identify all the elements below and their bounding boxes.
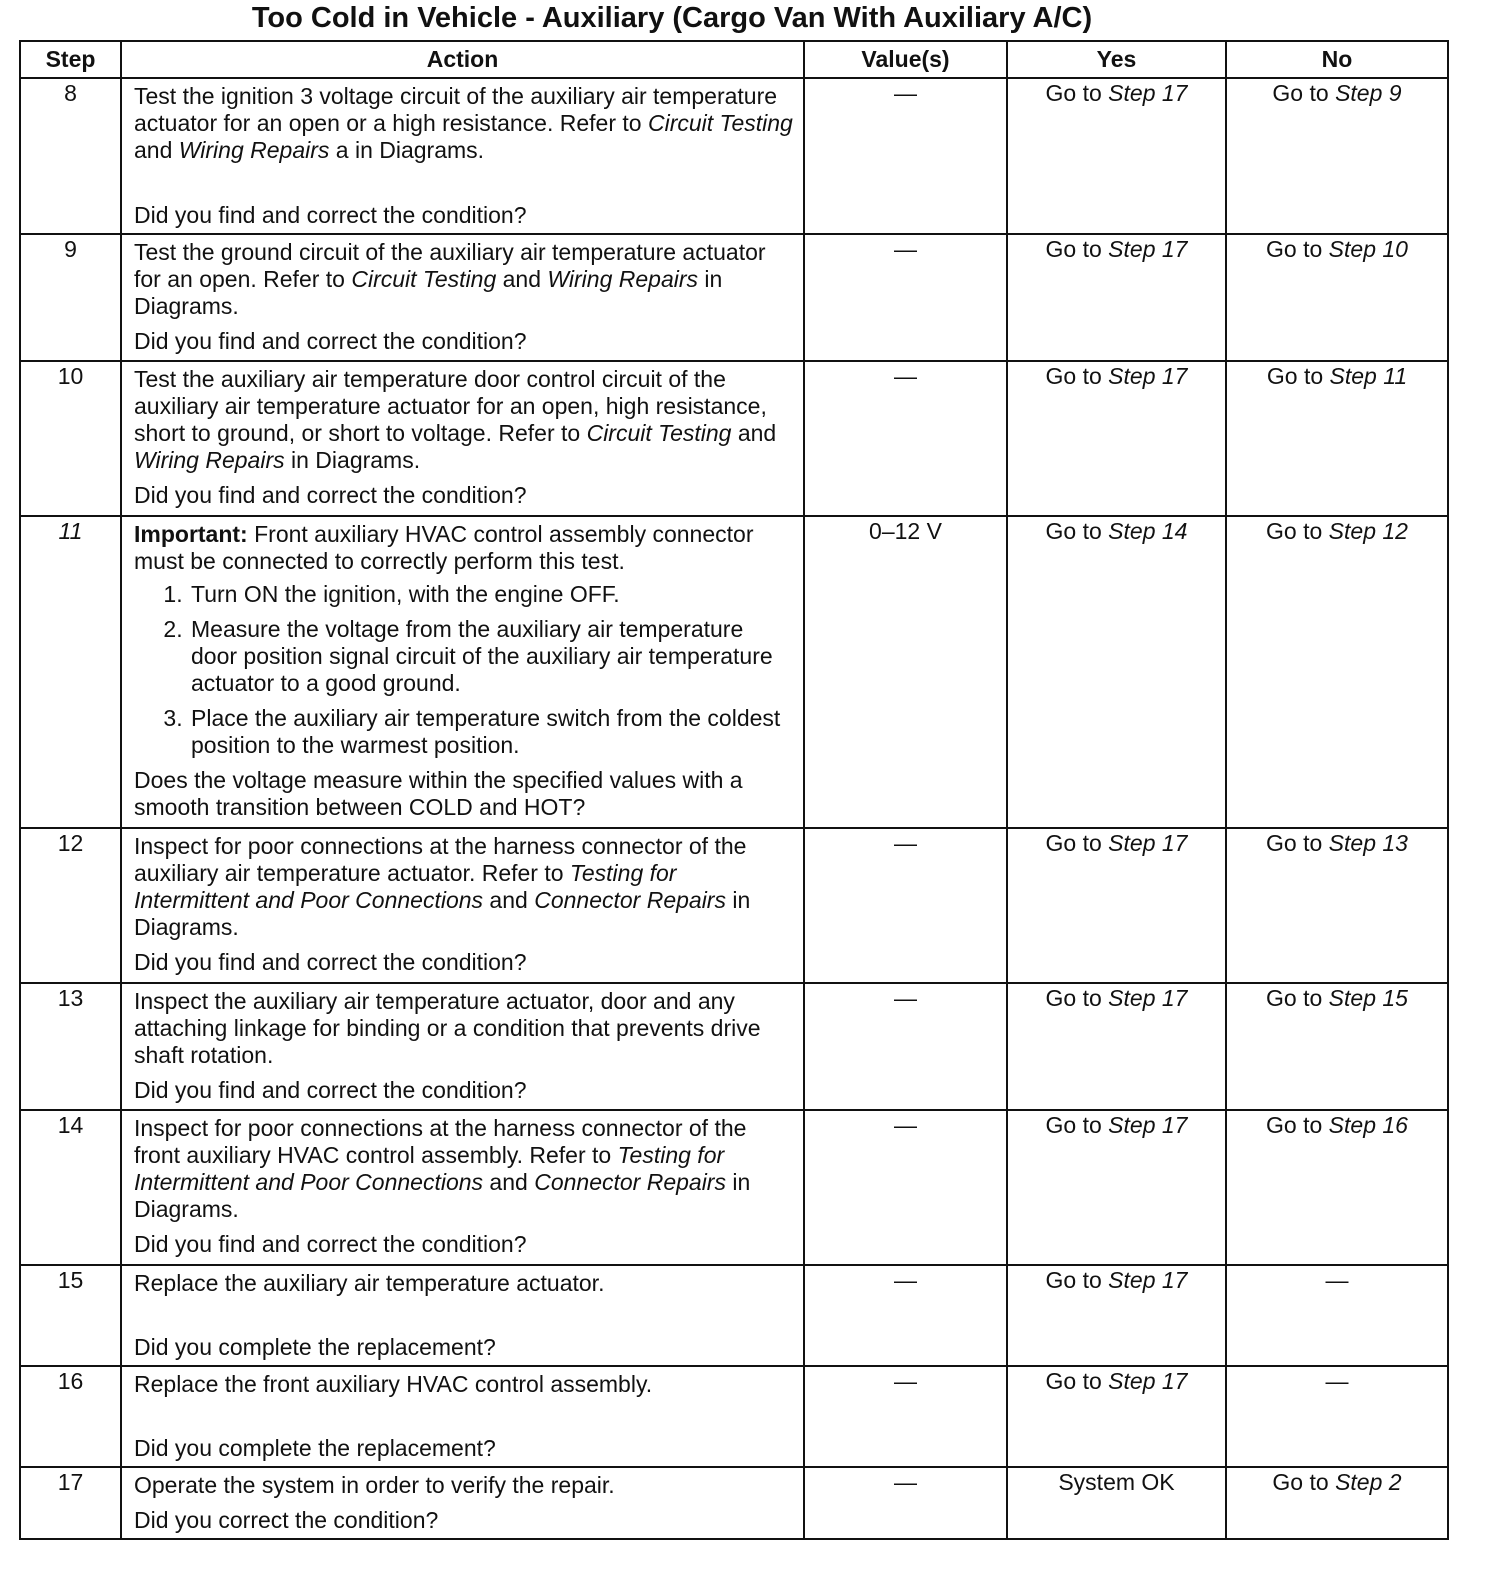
no-prefix: Go to (1266, 518, 1329, 544)
yes-cell (1007, 361, 1226, 516)
yes-step-ref: Step 17 (1108, 830, 1188, 856)
action-cell (121, 516, 804, 828)
action-cell (121, 983, 804, 1110)
header-action: Action (121, 41, 804, 78)
action-text-part: Replace the auxiliary air temperature actuator. (134, 1270, 605, 1296)
yes-prefix: Go to (1045, 236, 1109, 262)
action-text (134, 1270, 793, 1361)
no-step-ref: Step 2 (1335, 1469, 1402, 1495)
value-cell: — (804, 1366, 1007, 1467)
header-no: No (1226, 41, 1448, 78)
step-number: 10 (20, 361, 121, 516)
action-text-part: in Diagrams. (284, 447, 421, 473)
action-text-part: Test the auxiliary air temperature door control circuit of the auxiliary air temperature actuator for an open, high resistance, short to ground, or short to voltage. Refer to (134, 366, 767, 446)
action-text-part: and (483, 1169, 535, 1195)
no-cell (1226, 1110, 1448, 1265)
no-cell: — (1226, 1366, 1448, 1467)
reference-link: Testing for Intermittent and Poor Connections (134, 1142, 725, 1195)
procedure-list (134, 581, 793, 759)
reference-link: Wiring Repairs (134, 447, 285, 473)
yes-prefix: Go to (1045, 518, 1109, 544)
table-row (20, 78, 1448, 234)
no-cell (1226, 1467, 1448, 1539)
table-row (20, 1366, 1448, 1467)
header-values: Value(s) (804, 41, 1007, 78)
value-cell: — (804, 1467, 1007, 1539)
action-text-part: and (134, 137, 179, 163)
no-cell (1226, 828, 1448, 983)
procedure-item: 3. Place the auxiliary air temperature switch from the coldest position to the warmest position. (189, 705, 793, 759)
document-title: Too Cold in Vehicle - Auxiliary (Cargo Van With Auxiliary A/C) (251, 2, 1093, 34)
action-text (134, 366, 793, 474)
no-cell (1226, 78, 1448, 234)
table-row (20, 516, 1448, 828)
yes-prefix: Go to (1045, 1368, 1109, 1394)
yes-step-ref: Step 14 (1108, 518, 1188, 544)
no-step-ref: Step 11 (1329, 363, 1408, 389)
no-prefix: Go to (1266, 830, 1329, 856)
action-text-part: Inspect for poor connections at the harness connector of the front auxiliary HVAC control assembly. Refer to (134, 1115, 747, 1168)
table-row (20, 1467, 1448, 1539)
no-cell (1226, 983, 1448, 1110)
action-text-part: and (483, 887, 535, 913)
yes-cell (1007, 78, 1226, 234)
step-number-text: 11 (58, 518, 83, 544)
action-text: Inspect the auxiliary air temperature actuator, door and any attaching linkage for binding or a condition that prevents drive shaft rotation. (134, 988, 761, 1068)
no-step-ref: Step 15 (1328, 985, 1408, 1011)
yes-step-ref: Step 17 (1108, 236, 1188, 262)
action-cell (121, 234, 804, 361)
step-number: 9 (20, 234, 121, 361)
yes-step-ref: Step 17 (1108, 1267, 1188, 1293)
table-row (20, 234, 1448, 361)
action-text-part: Inspect for poor connections at the harness connector of the auxiliary air temperature actuator. Refer to (134, 833, 747, 886)
value-cell: — (804, 78, 1007, 234)
table-row (20, 1265, 1448, 1366)
reference-link: Circuit Testing (586, 420, 732, 446)
value-cell: — (804, 1110, 1007, 1265)
action-text-part: in Diagrams. (134, 266, 723, 319)
important-text: Front auxiliary HVAC control assembly connector must be connected to correctly perform this test. (134, 521, 754, 574)
no-prefix: Go to (1266, 985, 1329, 1011)
procedure-item: 1. Turn ON the ignition, with the engine OFF. (189, 581, 793, 608)
important-note (134, 521, 793, 575)
action-text-part: Replace the front auxiliary HVAC control assembly. (134, 1371, 653, 1397)
step-number: 14 (20, 1110, 121, 1265)
action-cell (121, 1265, 804, 1366)
value-cell: 0–12 V (804, 516, 1007, 828)
table-row (20, 361, 1448, 516)
action-text (134, 239, 793, 320)
yes-cell (1007, 234, 1226, 361)
action-text-part: and (731, 420, 777, 446)
step-number: 16 (20, 1366, 121, 1467)
no-cell (1226, 234, 1448, 361)
action-text-part: a in Diagrams. (329, 137, 485, 163)
yes-prefix: Go to (1045, 985, 1109, 1011)
reference-link: Connector Repairs (534, 1169, 726, 1195)
action-text (134, 833, 793, 941)
action-question: Did you find and correct the condition? (134, 949, 527, 975)
yes-cell (1007, 1366, 1226, 1467)
no-cell (1226, 361, 1448, 516)
yes-step-ref: Step 17 (1108, 80, 1188, 106)
action-cell (121, 828, 804, 983)
yes-step-ref: Step 17 (1108, 1368, 1188, 1394)
action-text-part: in Diagrams. (134, 887, 751, 940)
yes-cell (1007, 828, 1226, 983)
no-step-ref: Step 16 (1328, 1112, 1408, 1138)
step-number: 13 (20, 983, 121, 1110)
action-question: Did you find and correct the condition? (134, 1231, 527, 1257)
no-cell: — (1226, 1265, 1448, 1366)
no-step-ref: Step 10 (1328, 236, 1408, 262)
yes-prefix: Go to (1045, 1267, 1109, 1293)
action-text-part: Test the ground circuit of the auxiliary air temperature actuator for an open. Refer to (134, 239, 766, 292)
value-cell: — (804, 828, 1007, 983)
table-row (20, 1110, 1448, 1265)
action-cell (121, 78, 804, 234)
reference-link: Wiring Repairs (178, 137, 330, 163)
value-cell: — (804, 983, 1007, 1110)
action-cell (121, 361, 804, 516)
no-prefix: Go to (1266, 236, 1329, 262)
action-text (134, 83, 793, 229)
action-cell (121, 1467, 804, 1539)
action-question: Did you find and correct the condition? (134, 202, 527, 228)
step-number: 12 (20, 828, 121, 983)
action-question: Did you complete the replacement? (134, 1435, 496, 1461)
no-prefix: Go to (1266, 1112, 1329, 1138)
yes-cell (1007, 516, 1226, 828)
table-row (20, 828, 1448, 983)
action-text (134, 1371, 793, 1462)
yes-prefix: Go to (1045, 830, 1109, 856)
header-row (20, 41, 1448, 78)
table-row (20, 983, 1448, 1110)
value-cell: — (804, 1265, 1007, 1366)
yes-cell (1007, 1110, 1226, 1265)
diagnostic-table (19, 40, 1449, 1540)
no-prefix: Go to (1272, 1469, 1336, 1495)
reference-link: Circuit Testing (351, 266, 497, 292)
no-cell (1226, 516, 1448, 828)
action-text: Operate the system in order to verify the repair. (134, 1472, 615, 1498)
no-prefix: Go to (1272, 80, 1336, 106)
step-number: 17 (20, 1467, 121, 1539)
header-step: Step (20, 41, 121, 78)
procedure-item: 2. Measure the voltage from the auxiliary air temperature door position signal circuit of the auxiliary air temperature actuator to a good ground. (189, 616, 793, 697)
yes-step-ref: Step 17 (1108, 1112, 1188, 1138)
yes-prefix: Go to (1045, 1112, 1109, 1138)
no-prefix: Go to (1266, 363, 1330, 389)
action-text-part: Test the ignition 3 voltage circuit of the auxiliary air temperature actuator for an open or a high resistance. Refer to (134, 83, 778, 136)
reference-link: Circuit Testing (647, 110, 793, 136)
reference-link: Testing for Intermittent and Poor Connections (134, 860, 677, 913)
yes-step-ref: Step 17 (1108, 985, 1188, 1011)
action-question: Did you find and correct the condition? (134, 1077, 527, 1103)
reference-link: Wiring Repairs (547, 266, 699, 292)
no-step-ref: Step 13 (1328, 830, 1408, 856)
header-yes: Yes (1007, 41, 1226, 78)
yes-cell (1007, 1265, 1226, 1366)
value-cell: — (804, 234, 1007, 361)
action-text (134, 1115, 793, 1223)
step-number: 15 (20, 1265, 121, 1366)
yes-cell (1007, 983, 1226, 1110)
value-cell: — (804, 361, 1007, 516)
yes-prefix: Go to (1045, 80, 1109, 106)
no-step-ref: Step 9 (1335, 80, 1402, 106)
yes-step-ref: Step 17 (1108, 363, 1188, 389)
reference-link: Connector Repairs (534, 887, 726, 913)
action-question: Does the voltage measure within the specified values with a smooth transition between COLD and HOT? (134, 767, 743, 820)
action-question: Did you correct the condition? (134, 1507, 439, 1533)
action-question: Did you complete the replacement? (134, 1334, 496, 1360)
action-question: Did you find and correct the condition? (134, 328, 527, 354)
action-question: Did you find and correct the condition? (134, 482, 527, 508)
action-cell (121, 1366, 804, 1467)
action-cell (121, 1110, 804, 1265)
yes-prefix: Go to (1045, 363, 1109, 389)
action-text-part: and (496, 266, 548, 292)
step-number: 8 (20, 78, 121, 234)
step-number (20, 516, 121, 828)
yes-cell: System OK (1007, 1467, 1226, 1539)
action-text-part: in Diagrams. (134, 1169, 751, 1222)
no-step-ref: Step 12 (1328, 518, 1408, 544)
important-label: Important: (134, 521, 248, 547)
